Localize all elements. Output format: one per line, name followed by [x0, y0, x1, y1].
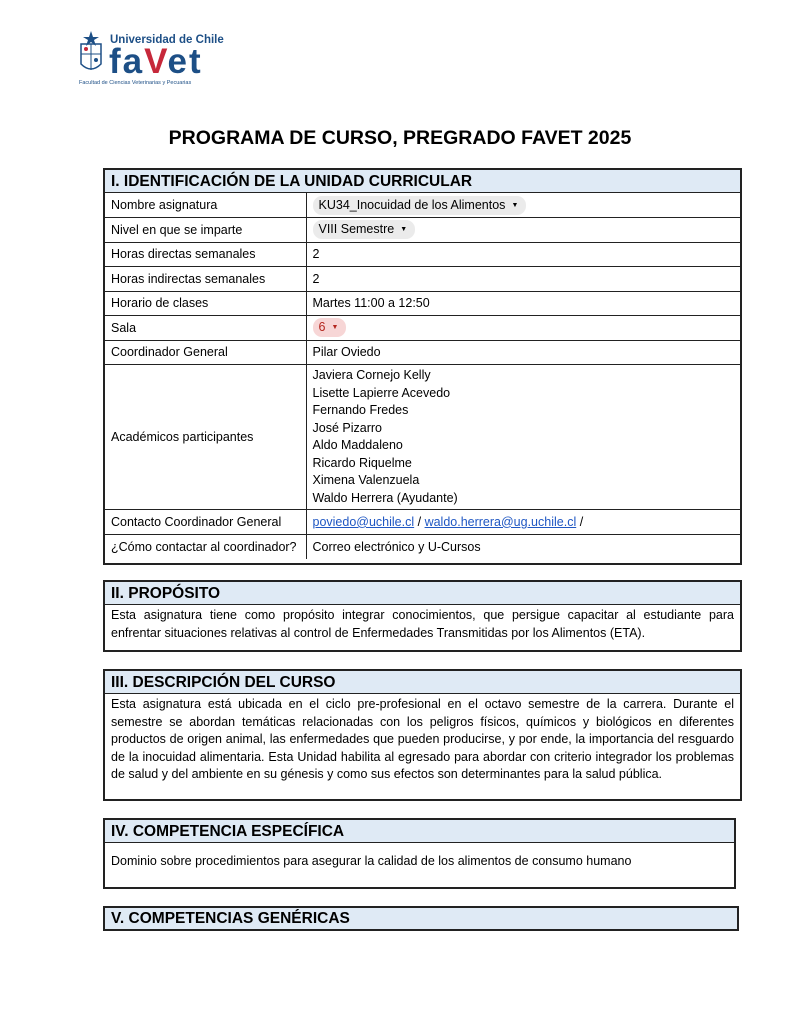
caret-down-icon: ▼ — [331, 324, 339, 332]
table-row — [105, 316, 740, 341]
section-text: Esta asignatura está ubicada en el ciclo pre-profesional en el octavo semestre de la carrera. Durante el semestre se abordan temáticas relacionadas con los peligros físicos, químicos y biológicos en diferentes productos de origen animal, las enfermedades que pueden producirse, y por ende, la importancia del resguardo de la inocuidad alimentaria. Esta Unidad habilita al egresado para abordar con criterio integrador los problemas de salud y del ambiente en su génesis y como sus efectos son determinantes para la salud pública. — [111, 697, 734, 781]
row-label: Horas indirectas semanales — [105, 267, 306, 292]
contact-value: poviedo@uchile.cl / waldo.herrera@ug.uchile.cl / — [306, 510, 740, 535]
section-heading: IV. COMPETENCIA ESPECÍFICA — [105, 820, 734, 843]
list-item: Waldo Herrera (Ayudante) — [312, 490, 458, 505]
table-row — [105, 242, 740, 267]
table-row — [105, 340, 740, 365]
table-row — [105, 534, 740, 559]
list-item: Fernando Fredes — [312, 403, 409, 417]
table-row — [105, 291, 740, 316]
section-text: Esta asignatura tiene como propósito integrar conocimientos, que persigue capacitar al estudiante para enfrentar situaciones relativas al control de Enfermedades Transmitidas por los Alimentos (ETA). — [111, 608, 734, 640]
row-label: Contacto Coordinador General — [105, 510, 306, 535]
row-label: Sala — [105, 316, 306, 341]
row-label: ¿Cómo contactar al coordinador? — [105, 534, 306, 559]
list-item: Ximena Valenzuela — [312, 473, 420, 487]
table-row — [105, 193, 740, 218]
faculty-logo — [78, 30, 228, 88]
row-value: Correo electrónico y U-Cursos — [306, 534, 740, 559]
caret-down-icon: ▼ — [511, 201, 519, 209]
identification-table — [105, 193, 740, 559]
caret-down-icon: ▼ — [400, 226, 408, 234]
table-row — [105, 218, 740, 243]
row-value: 2 — [306, 242, 740, 267]
table-row — [105, 510, 740, 535]
section-heading: II. PROPÓSITO — [105, 582, 740, 605]
row-label: Horas directas semanales — [105, 242, 306, 267]
list-item: Lisette Lapierre Acevedo — [312, 385, 451, 400]
faculty-name: Facultad de Ciencias Veterinarias y Pecuarias — [79, 80, 192, 86]
section-descripcion — [103, 669, 742, 801]
list-item: Ricardo Riquelme — [312, 455, 412, 470]
list-item: Aldo Maddaleno — [312, 438, 403, 452]
academics-list — [306, 365, 740, 510]
row-label: Nivel en que se imparte — [105, 218, 306, 243]
assistant-email-link[interactable]: waldo.herrera@ug.uchile.cl — [424, 514, 577, 529]
section-competencias-genericas — [103, 906, 739, 931]
section-competencia-especifica — [103, 818, 736, 889]
section-text: Dominio sobre procedimientos para asegurar la calidad de los alimentos de consumo humano — [111, 854, 632, 868]
row-label: Académicos participantes — [105, 365, 306, 510]
section-heading: V. COMPETENCIAS GENÉRICAS — [105, 908, 737, 929]
row-value: Martes 11:00 a 12:50 — [306, 291, 740, 316]
list-item: José Pizarro — [312, 420, 382, 435]
row-label: Horario de clases — [105, 291, 306, 316]
section-identificacion — [103, 168, 742, 565]
room-dropdown[interactable]: 6 ▼ — [313, 318, 347, 337]
brand-wordmark: faVet — [109, 42, 203, 81]
table-row — [105, 365, 740, 510]
section-proposito — [103, 580, 742, 652]
row-label: Coordinador General — [105, 340, 306, 365]
coordinator-email-link[interactable]: poviedo@uchile.cl — [312, 514, 415, 529]
list-item: Javiera Cornejo Kelly — [312, 368, 431, 382]
row-label: Nombre asignatura — [105, 193, 306, 218]
table-row — [105, 267, 740, 292]
level-dropdown[interactable]: VIII Semestre ▼ — [313, 220, 416, 239]
page-title: PROGRAMA DE CURSO, PREGRADO FAVET 2025 — [168, 127, 632, 149]
section-heading: III. DESCRIPCIÓN DEL CURSO — [105, 671, 740, 694]
row-value: 2 — [306, 267, 740, 292]
course-name-dropdown[interactable]: KU34_Inocuidad de los Alimentos ▼ — [313, 196, 527, 215]
row-value: Pilar Oviedo — [306, 340, 740, 365]
university-shield-icon — [78, 30, 104, 78]
section-heading: I. IDENTIFICACIÓN DE LA UNIDAD CURRICULAR — [105, 170, 740, 193]
university-name: Universidad de Chile — [110, 34, 224, 46]
